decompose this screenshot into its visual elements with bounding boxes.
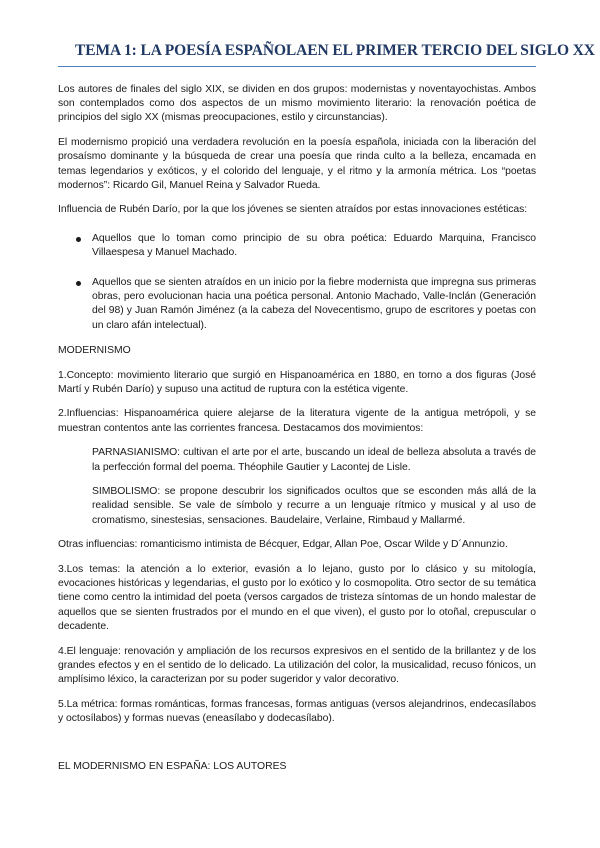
otras-influencias-paragraph: Otras influencias: romanticismo intimista de Bécquer, Edgar, Allan Poe, Oscar Wilde y D´Annunzio. <box>58 539 508 551</box>
influencias-paragraph: 2.Influencias: Hispanoamérica quiere alejarse de la literatura vigente de la antigua metrópoli, y se muestran contentos ante las corrientes francesa. Destacamos dos movimientos: <box>58 408 536 434</box>
simbolismo-paragraph: SIMBOLISMO: se propone descubrir los significados ocultos que se esconden más allá de la realidad sensible. Se vale de símbolo y recurre a un lenguaje rítmico y musical y al uso de cromatismo, sinestesias, sensaciones. Baudelaire, Verlaine, Rimbaud y Mallarmé. <box>92 486 536 526</box>
bullet-item <box>58 276 536 333</box>
concepto-paragraph: 1.Concepto: movimiento literario que surgió en Hispanoamérica en 1880, en torno a dos figuras (José Martí y Rubén Darío) y supuso una actitud de ruptura con la estética vigente. <box>58 369 536 395</box>
intro-paragraph-1: Los autores de finales del siglo XIX, se dividen en dos grupos: modernistas y noventayochistas. Ambos son contemplados como dos aspectos de un mismo movimiento literario: la renovación poética de principios del siglo XX (mismas preocupaciones, estilo y circunstancias). <box>58 84 536 124</box>
bullet-list <box>58 232 536 333</box>
page-title: TEMA 1: LA POESÍA ESPAÑOLAEN EL PRIMER TERCIO DEL SIGLO XX <box>75 42 595 59</box>
autores-heading: EL MODERNISMO EN ESPAÑA: LOS AUTORES <box>58 761 287 773</box>
metrica-paragraph: 5.La métrica: formas románticas, formas francesas, formas antiguas (versos alejandrinos, endecasílabos y octosílabos) y formas nuevas (eneasílabo y dodecasílabo). <box>58 698 536 724</box>
bullet-icon <box>76 281 81 286</box>
modernismo-heading: MODERNISMO <box>58 344 131 356</box>
intro-paragraph-2: El modernismo propició una verdadera revolución en la poesía española, iniciada con la liberación del prosaísmo dominante y la búsqueda de crear una poesía que rinda culto a la belleza, encamada en temas legendarios y exóticos, y el colorido del lenguaje, y el ritmo y la armonía métrica. Los “poetas modernos”: Ricardo Gil, Manuel Reina y Salvador Rueda. <box>58 137 536 191</box>
bullet-text: Aquellos que se sienten atraídos en un inicio por la fiebre modernista que impregna sus primeras obras, pero evolucionan hacia una poética personal. Antonio Machado, Valle-Inclán (Generación del 98) y Juan Ramón Jiménez (a la cabeza del Novecentismo, grupo de escritores y poetas con un claro afán intelectual). <box>92 277 536 331</box>
bullet-icon <box>76 237 81 242</box>
document-page <box>58 0 595 774</box>
temas-paragraph: 3.Los temas: la atención a lo exterior, evasión a lo lejano, gusto por lo clásico y su mitología, evocaciones históricas y legendarias, el gusto por lo exótico y lo cosmopolita. Otro sector de su temática tiene como centro la intimidad del poeta (versos cargados de tristeza síntomas de un hondo malestar de aquellos que se sienten frustrados por el mundo en el que viven), el gusto por lo otoñal, crepuscular o decadente. <box>58 564 536 632</box>
title-underline <box>58 66 536 67</box>
intro-paragraph-3: Influencia de Rubén Darío, por la que los jóvenes se sienten atraídos por estas innovaciones estéticas: <box>58 204 528 216</box>
lenguaje-paragraph: 4.El lenguaje: renovación y ampliación de los recursos expresivos en el sentido de la brillantez y de los grandes efectos y en el sentido de lo delicado. La utilización del color, la musicalidad, recuso fónicos, un amplísimo léxico, la caracterizan por su poder sugeridor y valor decorativo. <box>58 645 536 685</box>
parnasianismo-paragraph: PARNASIANISMO: cultivan el arte por el arte, buscando un ideal de belleza absoluta a través de la perfección formal del poema. Théophile Gautier y Lacontej de Lisle. <box>92 447 536 473</box>
bullet-item <box>58 232 536 260</box>
bullet-text: Aquellos que lo toman como principio de su obra poética: Eduardo Marquina, Francisco Villaespesa y Manuel Machado. <box>92 232 536 258</box>
